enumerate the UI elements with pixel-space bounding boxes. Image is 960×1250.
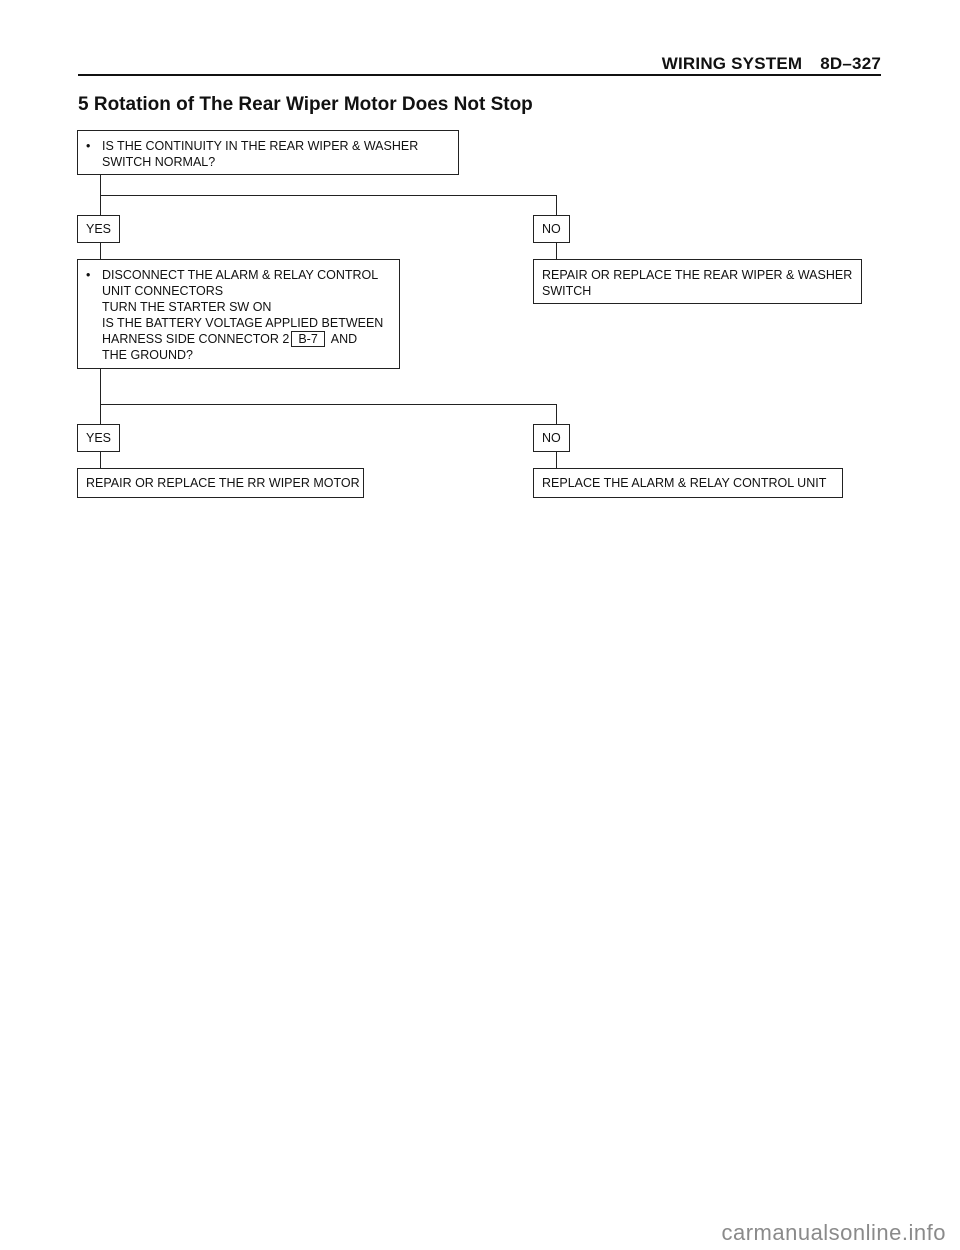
q2-yes-label: YES (77, 424, 120, 452)
page-header (78, 52, 881, 76)
question-2-line: THE GROUND? (102, 348, 193, 362)
connector-reference: B-7 (291, 331, 324, 347)
question-1-line: IS THE CONTINUITY IN THE REAR WIPER & WASHER (102, 139, 419, 153)
connector-q1-branch (100, 195, 557, 196)
page-number: 8D–327 (820, 54, 881, 73)
question-2-box (77, 259, 400, 369)
q2-yes-action-text: REPAIR OR REPLACE THE RR WIPER MOTOR (86, 476, 360, 490)
q2-no-label: NO (533, 424, 570, 452)
connector-q1-no-down (556, 195, 557, 216)
header-text (662, 54, 881, 74)
question-2-connector-line (102, 331, 391, 347)
q2-no-action-text: REPLACE THE ALARM & RELAY CONTROL UNIT (542, 476, 827, 490)
q1-no-label: NO (533, 215, 570, 243)
q1-no-action-box (533, 259, 862, 304)
question-2-item (86, 267, 391, 363)
bullet-icon: • (86, 139, 91, 153)
question-2-line: IS THE BATTERY VOLTAGE APPLIED BETWEEN (102, 316, 384, 330)
question-2-line: DISCONNECT THE ALARM & RELAY CONTROL (102, 268, 379, 282)
connector-q2-yes-to-action (100, 450, 101, 468)
watermark: carmanualsonline.info (721, 1220, 946, 1245)
question-1-box (77, 130, 459, 175)
q2-yes-action-box (77, 468, 364, 498)
section-title: WIRING SYSTEM (661, 54, 803, 73)
question-1-line: SWITCH NORMAL? (102, 155, 216, 169)
q1-no-action-line: REPAIR OR REPLACE THE REAR WIPER & WASHER (542, 268, 853, 282)
q2-no-action-box (533, 468, 843, 498)
q1-yes-label: YES (77, 215, 120, 243)
connector-q1-yes-to-q2 (100, 242, 101, 260)
question-2-line: UNIT CONNECTORS (102, 284, 224, 298)
connector-q2-down (100, 368, 101, 424)
connector-q2-branch (100, 404, 557, 405)
connector-prefix: HARNESS SIDE CONNECTOR 2 (102, 332, 290, 346)
connector-q1-no-to-action (556, 242, 557, 260)
q1-no-action-line: SWITCH (542, 284, 592, 298)
page-title: 5 Rotation of The Rear Wiper Motor Does Not Stop (78, 94, 533, 115)
connector-q2-no-down (556, 404, 557, 424)
question-1-item (86, 138, 450, 170)
header-rule (78, 74, 881, 76)
question-2-line: TURN THE STARTER SW ON (102, 300, 272, 314)
bullet-icon: • (86, 268, 91, 282)
connector-suffix: AND (330, 332, 358, 346)
connector-q2-no-to-action (556, 450, 557, 468)
